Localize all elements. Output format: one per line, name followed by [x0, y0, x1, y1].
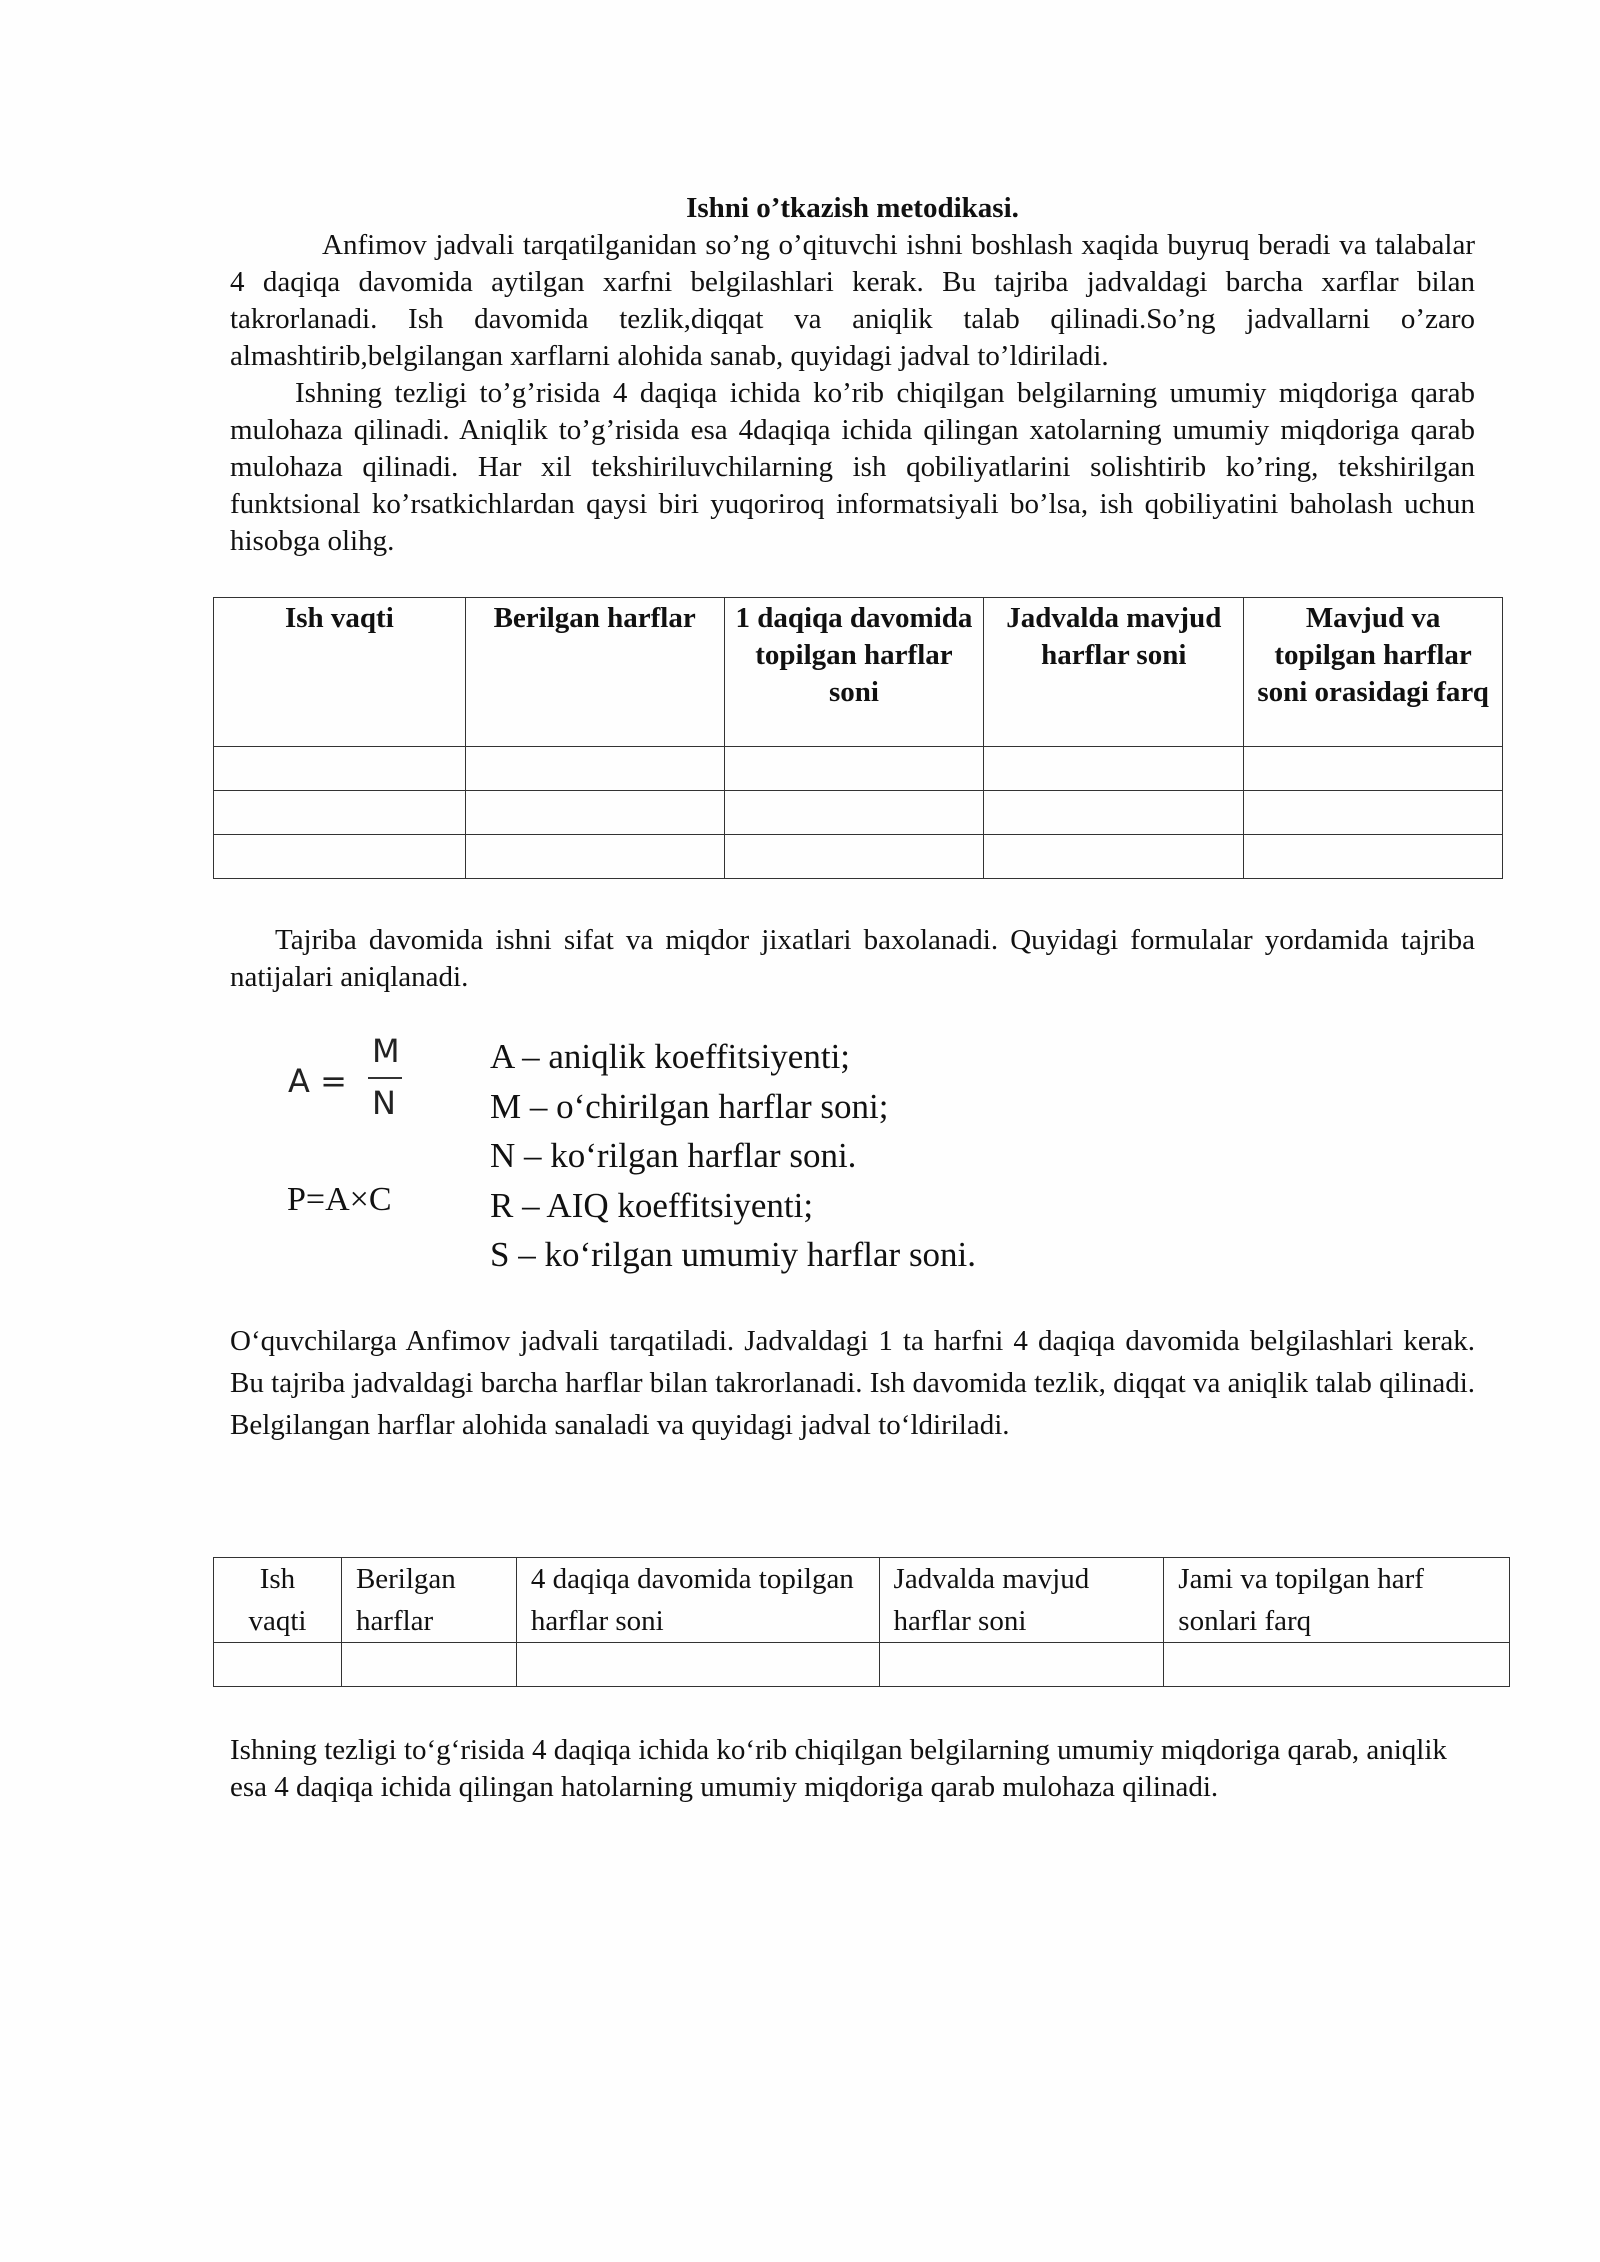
table-cell	[1164, 1643, 1510, 1687]
results-table-1	[213, 597, 1503, 879]
table-header-row	[214, 598, 1503, 747]
table-cell	[879, 1643, 1164, 1687]
page-title: Ishni o’tkazish metodikasi.	[686, 192, 1019, 224]
definition-line: N – ko‘rilgan harflar soni.	[490, 1136, 857, 1175]
table-cell	[465, 747, 724, 791]
accuracy-formula	[288, 1032, 418, 1132]
results-table-2	[213, 1557, 1510, 1687]
table-row	[214, 835, 1503, 879]
table-cell	[214, 1643, 342, 1687]
definition-line: S – ko‘rilgan umumiy harflar soni.	[490, 1235, 977, 1274]
table-cell	[984, 791, 1244, 835]
paragraph-conclusion: Ishning tezligi to‘g‘risida 4 daqiqa ichida ko‘rib chiqilgan belgilarning umumiy miqdoriga qarab, aniqlik esa 4 daqiqa ichida qilingan hatolarning umumiy miqdoriga qarab mulohaza qilinadi.	[230, 1734, 1447, 1803]
table-cell	[465, 791, 724, 835]
paragraph-formulas-intro: Tajriba davomida ishni sifat va miqdor jixatlari baxolanadi. Quyidagi formulalar yordamida tajriba natijalari aniqlanadi.	[230, 924, 1475, 993]
table-cell	[984, 835, 1244, 879]
table-cell	[1244, 747, 1503, 791]
table-header-cell: Mavjud va topilgan harflar soni orasidagi farq	[1244, 598, 1503, 747]
table-cell	[1244, 835, 1503, 879]
table-header-cell: Berilgan harflar	[465, 598, 724, 747]
formula-lhs: A =	[288, 1062, 347, 1100]
paragraph-speed-accuracy: Ishning tezligi to’g’risida 4 daqiqa ichida ko’rib chiqilgan belgilarning umumiy miqdoriga qarab mulohaza qilinadi. Aniqlik to’g’risida esa 4daqiqa ichida qilingan xatolarning umumiy miqdoriga qarab mulohaza qilinadi. Har xil tekshiriluvchilarning ish qobiliyatlarini solishtirib ko’ring, tekshirilgan funktsional ko’rsatkichlardan qaysi biri yuqoriroq informatsiyali bo’lsa, ish qobiliyatini baholash uchun hisobga olihg.	[230, 377, 1475, 557]
fraction-bar	[368, 1077, 402, 1079]
table-row	[214, 1643, 1510, 1687]
table-cell	[465, 835, 724, 879]
table-cell	[724, 835, 984, 879]
table-cell	[516, 1643, 879, 1687]
table-cell	[984, 747, 1244, 791]
table-cell	[724, 747, 984, 791]
table-header-cell: Jadvalda mavjud harflar soni	[984, 598, 1244, 747]
formula-definitions	[490, 1032, 976, 1280]
table-header-cell: 4 daqiqa davomida topilgan harflar soni	[516, 1558, 879, 1643]
formula-numerator: M	[372, 1032, 400, 1070]
table-cell	[214, 791, 466, 835]
table-header-cell: Jadvalda mavjud harflar soni	[879, 1558, 1164, 1643]
table-header-cell: Ish vaqti	[214, 598, 466, 747]
definition-line: A – aniqlik koeffitsiyenti;	[490, 1037, 851, 1076]
table-row	[214, 747, 1503, 791]
table-header-cell: Jami va topilgan harf sonlari farq	[1164, 1558, 1510, 1643]
table-row	[214, 791, 1503, 835]
table-header-cell: Ish vaqti	[214, 1558, 342, 1643]
definition-line: R – AIQ koeffitsiyenti;	[490, 1185, 814, 1225]
product-formula: P=A×C	[287, 1181, 392, 1218]
definition-line: M – o‘chirilgan harflar soni;	[490, 1086, 889, 1126]
table-cell	[214, 747, 466, 791]
table-header-cell: Berilgan harflar	[341, 1558, 516, 1643]
paragraph-procedure: O‘quvchilarga Anfimov jadvali tarqatiladi. Jadvaldagi 1 ta harfni 4 daqiqa davomida belgilashlari kerak. Bu tajriba jadvaldagi barcha harflar bilan takrorlanadi. Ish davomida tezlik, diqqat va aniqlik talab qilinadi. Belgilangan harflar alohida sanaladi va quyidagi jadval to‘ldiriladi.	[230, 1325, 1475, 1441]
formula-denominator: N	[372, 1084, 396, 1122]
paragraph-intro: Anfimov jadvali tarqatilganidan so’ng o’qituvchi ishni boshlash xaqida buyruq beradi va talabalar 4 daqiqa davomida aytilgan xarfni belgilashlari kerak. Bu tajriba jadvaldagi barcha xarflar bilan takrorlanadi. Ish davomida tezlik,diqqat va aniqlik talab qilinadi.So’ng jadvallarni o’zaro almashtirib,belgilangan xarflarni alohida sanab, quyidagi jadval to’ldiriladi.	[230, 229, 1475, 372]
table-cell	[724, 791, 984, 835]
table-header-row	[214, 1558, 1510, 1643]
table-header-cell: 1 daqiqa davomida topilgan harflar soni	[724, 598, 984, 747]
table-cell	[214, 835, 466, 879]
table-cell	[1244, 791, 1503, 835]
table-cell	[341, 1643, 516, 1687]
